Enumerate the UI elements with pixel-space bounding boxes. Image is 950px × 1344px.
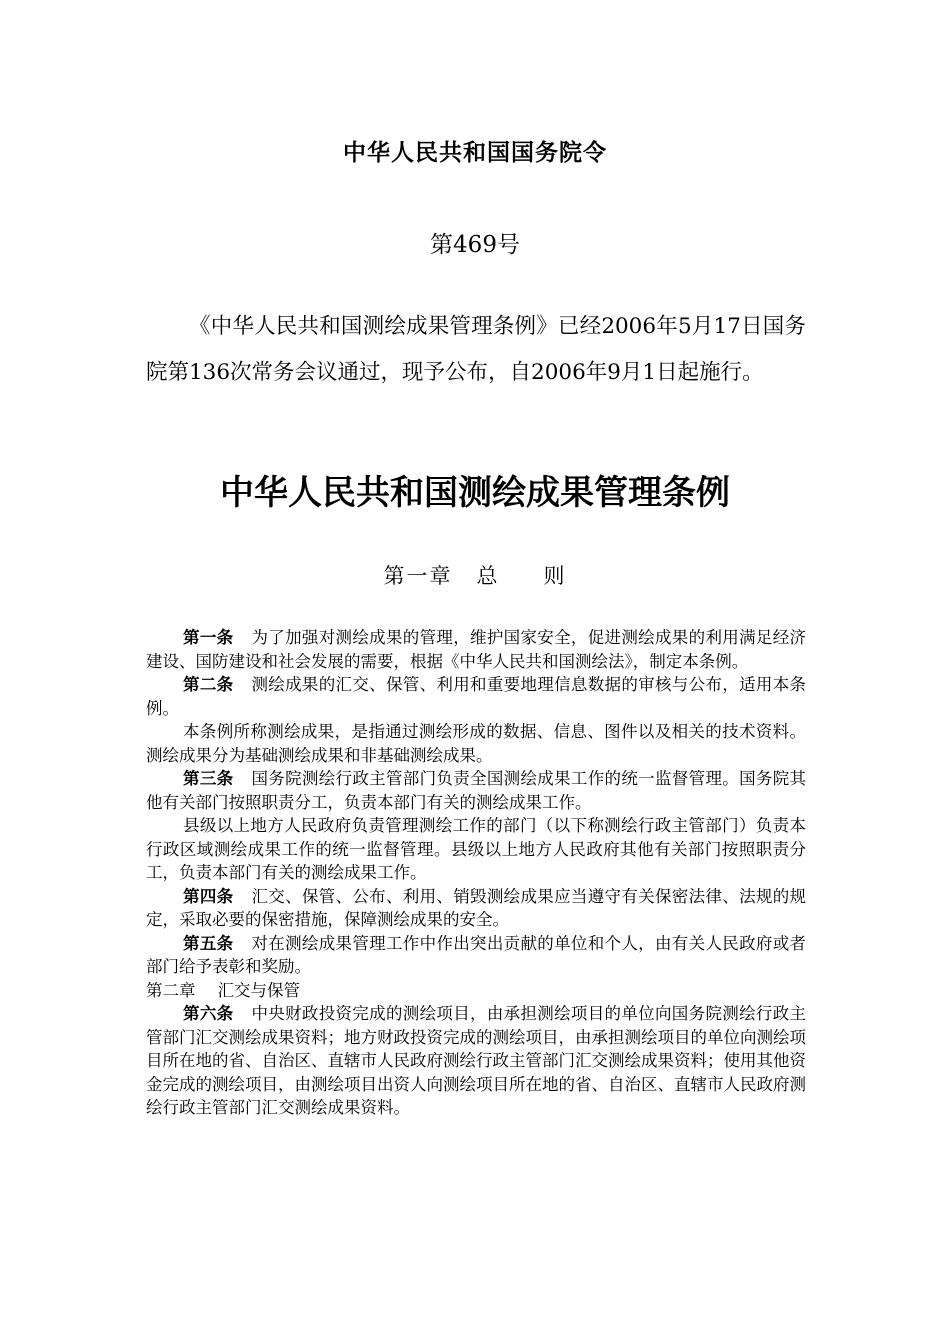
article-label: 第五条 [183, 933, 234, 953]
article-text: 中央财政投资完成的测绘项目，由承担测绘项目的单位向国务院测绘行政主管部门汇交测绘成果资料；地方财政投资完成的测绘项目，由承担测绘项目的单位向测绘项目所在地的省、自治区、直辖市人民政府测绘行政主管部门汇交测绘成果资料；使用其他资金完成的测绘项目，由测绘项目出资人向测绘项目所在地的省、自治区、直辖市人民政府测绘行政主管部门汇交测绘成果资料。 [146, 1004, 807, 1117]
article-paragraph [146, 1002, 806, 1120]
chapter-one-number: 第一章 [383, 564, 453, 588]
article-text: 测绘成果的汇交、保管、利用和重要地理信息数据的审核与公布，适用本条例。 [146, 675, 807, 718]
article-paragraph [146, 673, 806, 720]
article-text: 本条例所称测绘成果，是指通过测绘形成的数据、信息、图件以及相关的技术资料。测绘成果分为基础测绘成果和非基础测绘成果。 [146, 722, 806, 765]
article-paragraph [146, 814, 806, 885]
article-paragraph [146, 767, 806, 814]
article-text: 为了加强对测绘成果的管理，维护国家安全，促进测绘成果的利用满足经济建设、国防建设和社会发展的需要，根据《中华人民共和国测绘法》，制定本条例。 [146, 628, 807, 671]
chapter-two-number: 第二章 [146, 980, 196, 1000]
chapter-one-heading [0, 560, 950, 590]
article-text: 国务院测绘行政主管部门负责全国测绘成果工作的统一监督管理。国务院其他有关部门按照职责分工，负责本部门有关的测绘成果工作。 [146, 769, 807, 812]
article-paragraph [146, 932, 806, 979]
chapter-one-title-part1: 总 [476, 564, 500, 588]
chapter-two-heading [146, 979, 806, 1003]
article-label: 第一条 [183, 628, 234, 647]
chapter-two-title: 汇交与保管 [217, 980, 300, 1000]
article-text: 县级以上地方人民政府负责管理测绘工作的部门（以下称测绘行政主管部门）负责本行政区域测绘成果工作的统一监督管理。县级以上地方人民政府其他有关部门按照职责分工，负责本部门有关的测绘成果工作。 [146, 816, 806, 882]
article-text: 汇交、保管、公布、利用、销毁测绘成果应当遵守有关保密法律、法规的规定，采取必要的保密措施，保障测绘成果的安全。 [146, 886, 807, 929]
regulation-title: 中华人民共和国测绘成果管理条例 [220, 473, 730, 513]
article-label: 第四条 [183, 886, 234, 906]
article-paragraph [146, 885, 806, 932]
article-label: 第二条 [183, 675, 234, 694]
article-paragraph [146, 626, 806, 673]
promulgation-text: 《中华人民共和国测绘成果管理条例》已经2006年5月17日国务院第136次常务会议通过，现予公布，自2006年9月1日起施行。 [146, 314, 806, 385]
article-paragraph [146, 720, 806, 767]
decree-number: 第469号 [430, 232, 520, 258]
chapter-one-title-part2: 则 [543, 564, 567, 588]
regulation-body [146, 626, 806, 1120]
article-text: 对在测绘成果管理工作中作出突出贡献的单位和个人，由有关人民政府或者部门给予表彰和奖励。 [146, 933, 807, 976]
article-label: 第三条 [183, 769, 234, 788]
article-label: 第六条 [183, 1004, 234, 1023]
decree-title: 中华人民共和国国务院令 [343, 139, 607, 166]
